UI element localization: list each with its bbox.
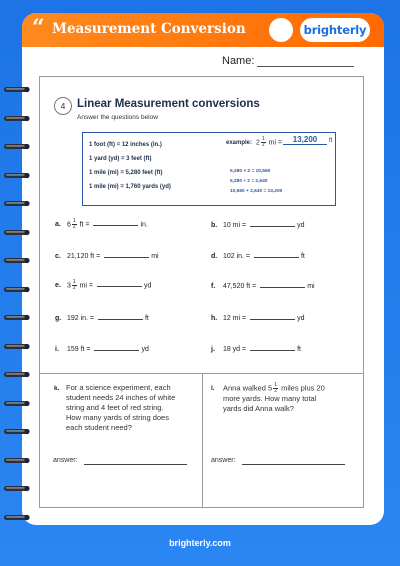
brighterly-logo	[300, 18, 370, 42]
section-number-badge: 4	[54, 97, 72, 115]
question-e: e. 3 $\frac{1}{2}$ mi = yd	[55, 279, 152, 291]
example-label: example:	[226, 140, 253, 146]
spiral-ring	[4, 257, 30, 264]
quote-icon: “	[32, 15, 45, 41]
answer-blank[interactable]	[250, 220, 295, 227]
spiral-ring	[4, 143, 30, 150]
answer-blank[interactable]	[94, 344, 139, 351]
section-subtitle: Answer the questions below	[77, 114, 158, 121]
spiral-ring	[4, 428, 30, 435]
worksheet	[22, 13, 384, 525]
example-calc-line: 5,280 × 2 = 10,560	[230, 169, 271, 174]
answer-blank[interactable]	[250, 313, 295, 320]
spiral-ring	[4, 400, 30, 407]
example-calc-line: 10,560 + 2,640 = 13,200	[230, 189, 283, 194]
spiral-ring	[4, 172, 30, 179]
question-d: d. 102 in. = ft	[211, 253, 305, 260]
question-g: g. 192 in. = ft	[55, 315, 149, 322]
fact-line: 1 foot (ft) = 12 inches (in.)	[89, 142, 162, 148]
answer-field-l[interactable]	[242, 464, 345, 465]
section-title: Linear Measurement conversions	[77, 98, 260, 110]
answer-blank[interactable]	[104, 251, 149, 258]
question-f: f. 47,520 ft = mi	[211, 283, 315, 290]
page-title: Measurement Conversion	[52, 21, 246, 37]
example-expression	[256, 137, 282, 148]
answer-blank[interactable]	[260, 281, 305, 288]
spiral-ring	[4, 286, 30, 293]
answer-blank[interactable]	[254, 251, 299, 258]
answer-blank[interactable]	[98, 313, 143, 320]
spiral-ring	[4, 200, 30, 207]
question-i: i. 159 ft = yd	[55, 346, 149, 353]
question-j: j. 18 yd = ft	[211, 346, 301, 353]
word-problem-column-divider	[202, 373, 203, 508]
answer-blank[interactable]	[93, 219, 138, 226]
answer-blank[interactable]	[250, 344, 295, 351]
spiral-ring	[4, 115, 30, 122]
name-field[interactable]	[257, 66, 354, 67]
question-c: c. 21,120 ft = mi	[55, 253, 159, 260]
example-answer: 13,200	[283, 135, 327, 145]
fraction: $\frac{1}{2}$	[72, 218, 76, 230]
answer-label: answer:	[53, 457, 78, 464]
fact-line: 1 mile (mi) = 1,760 yards (yd)	[89, 184, 171, 190]
question-k-text: For a science experiment, each student needs 24 inches of white string and 4 feet of red string. How many yards of string does each student need?	[66, 383, 176, 432]
example-unit-to: ft	[329, 138, 333, 144]
fact-line: 1 mile (mi) = 5,280 feet (ft)	[89, 170, 163, 176]
spiral-ring	[4, 457, 30, 464]
spiral-ring	[4, 514, 30, 521]
question-a: a. 6 $\frac{1}{2}$ ft = in.	[55, 218, 148, 230]
question-k-letter: k.	[54, 385, 60, 392]
logo-text: brighterly	[303, 23, 367, 37]
spiral-ring	[4, 485, 30, 492]
answer-blank[interactable]	[97, 280, 142, 287]
spiral-ring	[4, 371, 30, 378]
header-bar	[22, 13, 384, 47]
answer-label: answer:	[211, 457, 236, 464]
question-h: h. 12 mi = yd	[211, 315, 305, 322]
fraction: $\frac{1}{2}$	[274, 382, 277, 394]
spiral-ring	[4, 314, 30, 321]
example-fraction: $\frac{1}{2}$	[261, 136, 265, 148]
fact-line: 1 yard (yd) = 3 feet (ft)	[89, 156, 152, 162]
spiral-ring	[4, 343, 30, 350]
question-l-letter: l.	[211, 385, 215, 392]
question-b: b. 10 mi = yd	[211, 222, 305, 229]
spiral-ring	[4, 86, 30, 93]
name-label: Name:	[222, 55, 255, 67]
example-whole: 2	[256, 139, 260, 147]
spiral-ring	[4, 229, 30, 236]
example-unit-from: mi =	[268, 139, 283, 147]
answer-field-k[interactable]	[84, 464, 187, 465]
fraction: $\frac{1}{2}$	[72, 279, 76, 291]
header-circle-decoration	[269, 18, 293, 42]
example-calc-line: 5,280 ÷ 2 = 2,640	[230, 179, 268, 184]
footer-url: brighterly.com	[169, 538, 231, 548]
question-l-text: Anna walked 5 $\frac{1}{2}$ miles plus 20 more yards. How many total yards did Anna walk?	[223, 382, 325, 413]
conversion-facts-box	[82, 132, 336, 206]
